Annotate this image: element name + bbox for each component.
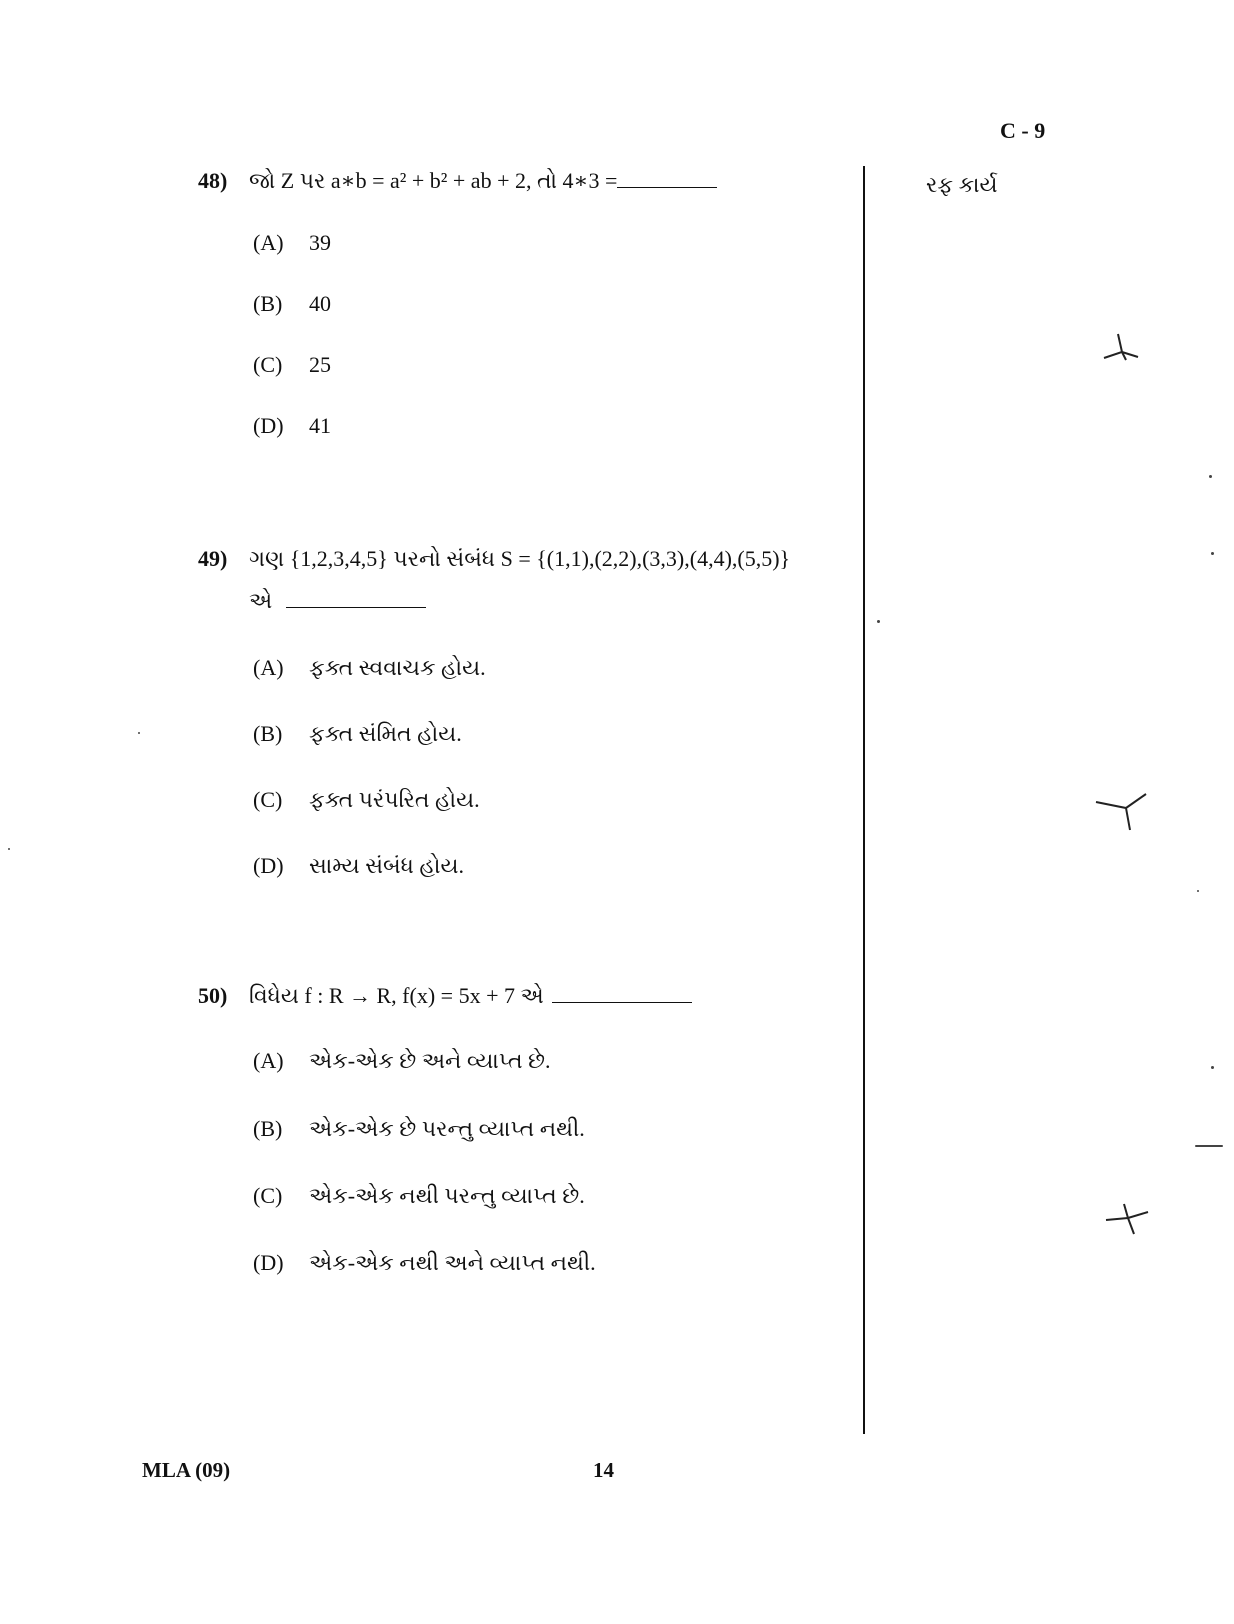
scan-speck xyxy=(138,732,140,734)
rough-work-label: રફ કાર્ય xyxy=(926,172,998,197)
question-48-statement: જો Z પર a∗b = a² + b² + ab + 2, તો 4∗3 = xyxy=(249,168,618,193)
question-48-text xyxy=(249,168,717,194)
question-50-option-a: (A) એક-એક છે અને વ્યાપ્ત છે. xyxy=(253,1048,551,1073)
scan-speck xyxy=(877,620,880,623)
scan-speck xyxy=(1195,1145,1223,1147)
scan-mark xyxy=(1094,790,1154,840)
question-48-option-b: (B) 40 xyxy=(253,291,331,316)
question-49-option-d: (D) સામ્ય સંબંધ હોય. xyxy=(253,853,465,878)
question-49-option-a: (A) ફક્ત સ્વવાચક હોય. xyxy=(253,655,486,680)
question-50-option-b: (B) એક-એક છે પરન્તુ વ્યાપ્ત નથી. xyxy=(253,1116,585,1141)
question-50-option-c: (C) એક-એક નથી પરન્તુ વ્યાપ્ત છે. xyxy=(253,1183,585,1208)
question-50-option-d: (D) એક-એક નથી અને વ્યાપ્ત નથી. xyxy=(253,1250,596,1275)
question-48-option-d: (D) 41 xyxy=(253,413,331,438)
question-48-option-c: (C) 25 xyxy=(253,352,331,377)
scan-mark xyxy=(1096,330,1146,370)
question-49-option-c: (C) ફક્ત પરંપરિત હોય. xyxy=(253,787,480,812)
paper-code: MLA (09) xyxy=(142,1458,231,1482)
scan-speck xyxy=(1209,475,1212,478)
question-50-number: 50) xyxy=(198,983,228,1008)
scan-speck xyxy=(1211,552,1214,555)
question-49-text-line2: એ xyxy=(249,588,426,614)
question-48-number: 48) xyxy=(198,168,228,193)
column-divider xyxy=(863,166,865,1434)
page-number: 14 xyxy=(593,1458,614,1482)
question-49-number: 49) xyxy=(198,546,228,571)
scan-speck xyxy=(8,848,10,850)
question-50-statement: વિધેય f : R → R, f(x) = 5x + 7 એ xyxy=(249,983,544,1008)
answer-blank xyxy=(552,984,692,1003)
question-48-option-a: (A) 39 xyxy=(253,230,331,255)
scan-speck xyxy=(1197,890,1199,892)
scan-mark xyxy=(1104,1200,1154,1240)
question-49-statement: ગણ {1,2,3,4,5} પરનો સંબંધ S = {(1,1),(2,2),(3,3),(4,4),(5,5)} xyxy=(249,546,791,571)
answer-blank xyxy=(286,589,426,608)
answer-blank xyxy=(617,169,717,188)
page-code: C - 9 xyxy=(1000,118,1046,143)
question-49-option-b: (B) ફક્ત સંમિત હોય. xyxy=(253,721,462,746)
question-50-text xyxy=(249,983,692,1009)
scan-speck xyxy=(1211,1066,1214,1069)
